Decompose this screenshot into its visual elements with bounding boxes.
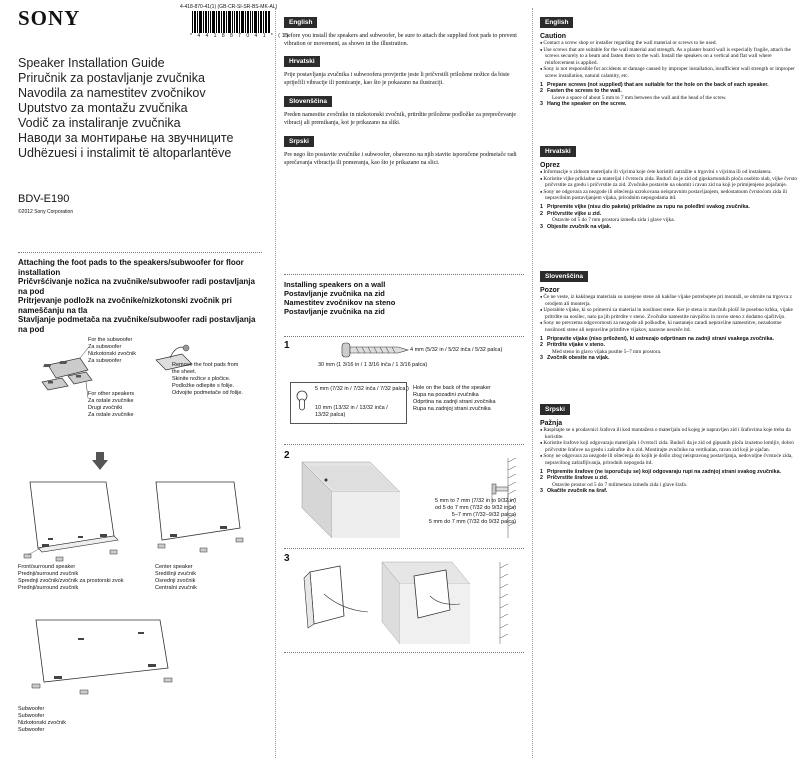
step-number: 3: [284, 553, 290, 564]
bullet-item: ● Sony ne odgovara za nezgode ili oštećenja do kojih je došlo zbog neispravnog postavljanja, nedovoljne čvrstoće zida, nepravilnog zašrafljivanja, prirodnih nepogoda itd.: [540, 453, 798, 466]
step-detail: Ostavite prostor od 5 do 7 milimetara između zida i glave šrafa.: [552, 481, 688, 488]
barcode: [192, 11, 270, 33]
subwoofer-pad-labels: For the subwoofer Za subwoofer Nizkotonski zvočnik Za subwoofer: [88, 337, 136, 364]
sony-logo: SONY: [18, 6, 81, 30]
lang-badge: Hrvatski: [284, 56, 320, 67]
lang-section-english: [284, 11, 524, 48]
hang-speaker-illustration: [300, 558, 522, 648]
front-speaker-illustration: [18, 478, 128, 564]
title-line: Uputstvo za montažu zvučnika: [18, 101, 188, 115]
title-line: Navodila za namestitev zvočnikov: [18, 86, 206, 100]
title-line: Udhëzuesi i instalimit të altoparlantëve: [18, 146, 232, 160]
step-item: 3 Okačite zvučnik na šraf.: [540, 488, 608, 495]
keyhole-icon: [295, 389, 309, 413]
bullet-item: ● Če ne veste, iz kakšnega materiala so narejene stene ali kakšne vijake potrebujete pri montaži, se obrnite na trgovca z orodjem ali monterja.: [540, 294, 798, 307]
front-speaker-labels: Front/surround speaker Prednji/surround zvučnik Sprednji zvočnik/zvočnik za prostorski zvok Prednji/surround zvučnik: [18, 564, 124, 591]
divider: [284, 336, 524, 337]
lang-section-slovenscina: [284, 90, 524, 127]
center-speaker-labels: Center speaker Središnji zvučnik Osrednji zvočnik Centralni zvučnik: [155, 564, 197, 591]
bullet-item: ● Raspitajte se u prodavnici šrafova ili kod montažera o materijalu od kojeg je napravljen zid i šrafovima koje treba da koristite.: [540, 427, 798, 440]
bullet-item: ● Informacije o zidnom materijalu ili vijcima koje ćete koristiti zatražite u trgovini s vijcima ili od instalatera.: [540, 169, 798, 176]
step-item: 3 Hang the speaker on the screw.: [540, 101, 627, 108]
subwoofer-illustration: [18, 618, 178, 700]
attach-heading: Attaching the foot pads to the speakers/subwoofer for floor installation Pričvršćivanje nožica na zvučnike/subwoofer radi postavljanja na pod Pritrjevanje podložk na zvočnike/nizkotonski zvočnik pri nameščanju na tla Stavljanje podmetača na zvučnike/subwoofer radi postavljanja na pod: [18, 258, 256, 334]
bullet-item: ● Koristite šrafove koji odgovaraju materijalu i čvrstoći zida. Budući da je zid od gipsanih ploča izuzetno lomljiv, dobro pričvrstite šrafove na gredu i zašrafite ih u zid. Montirajte zvučnike na vertikalan, ravan zid koji je ojačan.: [540, 440, 798, 453]
lang-badge: Slovenščina: [540, 271, 588, 282]
step-detail: Leave a space of about 5 mm to 7 mm between the wall and the head of the screw.: [552, 94, 727, 101]
step-item: 1 Pripravite vijake (niso priloženi), ki ustrezajo odprtinam na zadnji strani vsakega zvočnika.: [540, 335, 774, 342]
lang-badge: English: [284, 17, 317, 28]
divider: [284, 274, 524, 275]
lang-section-hrvatski: [284, 50, 524, 87]
remove-pad-labels: Remove the foot pads from the sheet. Skinite nožice s pločice. Podložke odlepite s folije. Odvojite podmetače od folije.: [172, 362, 243, 396]
section-title: Oprez: [540, 162, 560, 169]
step-item: 2 Pritrdite vijake v steno.: [540, 342, 605, 349]
subwoofer-labels: Subwoofer Subwoofer Nizkotonski zvočnik Subwoofer: [18, 706, 66, 733]
bullet-item: ● Contact a screw shop or installer regarding the wall material or screws to be used.: [540, 40, 798, 47]
lang-paragraph: Preden namestite zvočnike in nizkotonski zvočnik, pritrdite priložene podložke za preprečevanje vibracij ali premikanja, kot je prikazano na sliki.: [284, 112, 517, 126]
column-divider: [275, 8, 276, 758]
divider: [18, 252, 262, 253]
wall-heading: Installing speakers on a wall Postavljanje zvučnika na zid Namestitev zvočnikov na steno Postavljanje zvučnika na zid: [284, 280, 396, 316]
lang-badge: Hrvatski: [540, 146, 576, 157]
screw-gap-labels: 5 mm to 7 mm (7/32 in to 9/32 in) od 5 do 7 mm (7/32 do 9/32 inča) 5–7 mm (7/32–9/32 palca) 5 mm do 7 mm (7/32 do 9/32 palca): [428, 498, 516, 525]
bullet-item: ● Sony is not responsible for accidents or damage caused by improper installation, insufficient wall strength or improper screw installation, natural calamity, etc.: [540, 66, 798, 79]
step-item: 2 Pričvrstite šrafove u zid.: [540, 475, 609, 482]
hole-size-a: 5 mm (7/32 in / 7/32 inča / 7/32 palca ): [315, 386, 409, 392]
bullet-item: ● Sony ne odgovara za nezgode ili oštećenja uzrokovana neispravnim postavljanjem, nedostatnom čvrstoćom zida ili nepravilnim postavljanjem vijaka, prirodnim nepogodama itd.: [540, 189, 798, 202]
step-item: 1 Prepare screws (not supplied) that are suitable for the hole on the back of each speaker.: [540, 81, 769, 88]
bullet-item: ● Use screws that are suitable for the wall material and strength. As a plaster board wall is especially fragile, attach the screws securely to a beam and fasten them to the wall. Install the speakers on a vertical and flat wall where reinforcement is applied.: [540, 47, 798, 67]
lang-section-srpski: [284, 130, 524, 167]
lang-paragraph: Before you install the speakers and subwoofer, be sure to attach the supplied foot pads to prevent vibration or movement, as shown in the illustration.: [284, 33, 517, 47]
lang-paragraph: Prije postavljanja zvučnika i subwoofera provjerite jeste li pričvrstili priložene nožice da biste spriječili vibracije ili pomicanje, kao što je pokazano na ilustraciji.: [284, 72, 510, 86]
section-title: Caution: [540, 33, 567, 40]
step-item: 1 Pripremite vijke (nisu dio paketa) prikladne za rupu na poleđini svakog zvučnika.: [540, 203, 750, 210]
screw-icon: [340, 340, 410, 360]
center-speaker-illustration: [150, 478, 250, 564]
screw-length-label: 30 mm (1 3/16 in / 1 3/16 inča / 1 3/16 palca): [318, 362, 428, 368]
step-item: 1 Pripremite šrafove (ne isporučuju se) koji odgovaraju rupi na zadnjoj strani svakog zvučnika.: [540, 468, 782, 475]
right-section-hrvatski: [540, 140, 798, 230]
title-line: Vodič za instaliranje zvučnika: [18, 116, 181, 130]
step-item: 3 Zvočnik obesite na vijak.: [540, 355, 610, 362]
title-line: Speaker Installation Guide: [18, 56, 165, 70]
divider: [284, 444, 524, 445]
hole-diagram-box: [290, 382, 407, 424]
step-detail: Ostavite od 5 do 7 mm prostora između zida i glave vijka.: [552, 217, 675, 224]
title-line: Наводи за монтирање на звучниците: [18, 131, 234, 145]
bullet-item: ● Koristite vijke prikladne za materijal i čvrstoću zida. Budući da je zid od gipskartonskih ploča osobito slab, vijke čvrsto pričvrstite za gredu i pričvrstite za zid. Zvučnike postavite na okomit i ravan zid na koji je primijenjeno pojačanje.: [540, 176, 798, 189]
section-title: Pozor: [540, 287, 560, 294]
step-number: 2: [284, 450, 290, 461]
lang-paragraph: Pre nego što postavite zvučnike i subwoofer, obavezno na njih stavite isporučene podmetače radi sprečavanja vibracija ili pomeranja, kao što je prikazano na slici.: [284, 152, 517, 166]
divider: [284, 652, 524, 653]
model-number: BDV-E190: [18, 193, 70, 205]
barcode-number: * 4 4 1 8 8 7 0 4 1 * (1): [190, 33, 291, 39]
step-detail: Med steno in glavo vijaka pustite 5–7 mm prostora.: [552, 348, 662, 355]
hole-labels: Hole on the back of the speaker Rupa na pozadini zvučnika Odprtina na zadnji strani zvočnika Rupa na zadnjoj strani zvučnika: [413, 385, 496, 412]
other-pad-labels: For other speakers Za ostale zvučnike Drugi zvočniki Za ostale zvučnike: [88, 391, 135, 418]
part-number: 4-418-870-41(1) (GB-CR-SI-SR-BS-MK-AL): [180, 4, 278, 10]
screw-diameter-label: 4 mm (5/32 in / 5/32 inča / 5/32 palca): [410, 347, 503, 353]
title-line: Priručnik za postavljanje zvučnika: [18, 71, 205, 85]
lang-badge: Srpski: [284, 136, 314, 147]
lang-badge: English: [540, 17, 573, 28]
divider: [284, 548, 524, 549]
step-item: 2 Pričvrstite vijke u zid.: [540, 210, 602, 217]
copyright: ©2012 Sony Corporation: [18, 209, 74, 215]
arrow-down-icon: [92, 452, 108, 470]
lang-badge: Slovenščina: [284, 96, 332, 107]
bullet-item: ● Sony ne prevzema odgovornosti za nezgode ali poškodbe, ki nastanejo zaradi nepravilne namestitve, nezadostne nosilnosti stene ali nepravilne pritrditve vijakov, naravne nesreče itd.: [540, 320, 798, 333]
column-divider: [532, 8, 533, 758]
step-number: 1: [284, 340, 290, 351]
right-section-english: [540, 11, 798, 108]
bullet-item: ● Uporabite vijake, ki so primerni za material in nosilnost stene. Ker je stena iz mavčnih plošč še posebno krhka, vijake pritrdite na nosilec, nato pa jih pritrdite v steno. Zvočnike namestite navpično in ravno steno z dodatno ojačitvijo.: [540, 307, 798, 320]
step-item: 3 Objesite zvučnik na vijak.: [540, 223, 612, 230]
section-title: Pažnja: [540, 420, 563, 427]
hole-size-b: 10 mm (13/32 in / 13/32 inča / 13/32 palca): [315, 405, 388, 418]
step-item: 2 Fasten the screws to the wall.: [540, 88, 622, 95]
right-section-srpski: [540, 398, 798, 495]
lang-badge: Srpski: [540, 404, 570, 415]
guide-titles: [18, 56, 258, 161]
right-section-slovenscina: [540, 265, 798, 362]
